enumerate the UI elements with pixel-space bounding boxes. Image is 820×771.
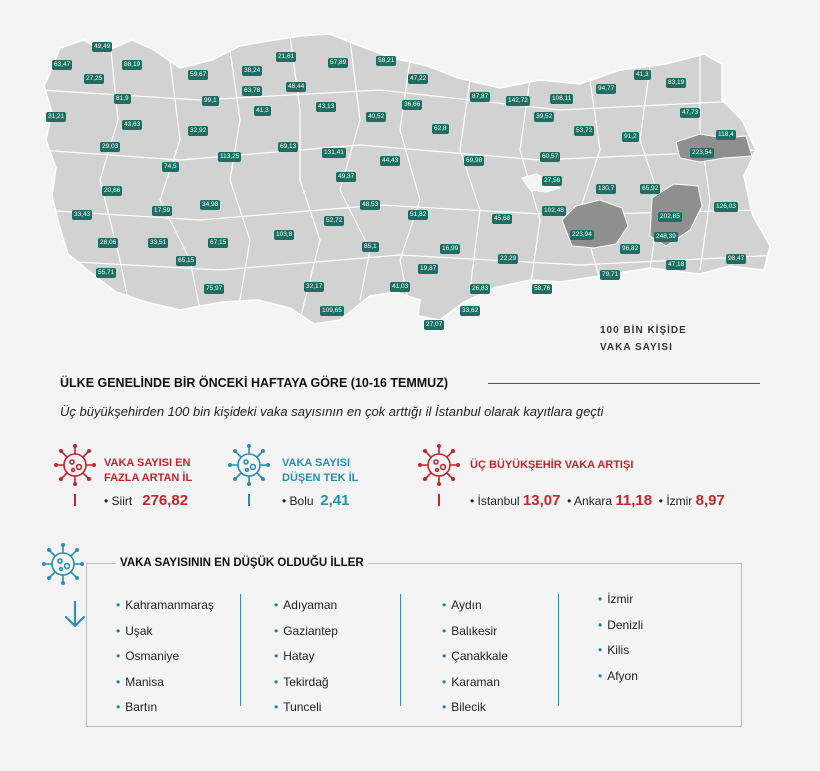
province-value-label: 26,83 bbox=[472, 285, 489, 292]
map-legend-caption bbox=[600, 322, 687, 356]
province-value-label: 28,06 bbox=[100, 239, 117, 246]
province-value-label: 79,71 bbox=[602, 271, 619, 278]
list-item: • Denizli bbox=[598, 613, 643, 639]
decrease-title-line-1: VAKA SAYISI bbox=[282, 457, 351, 469]
province-value-label: 44,43 bbox=[382, 157, 399, 164]
max-increase-title bbox=[104, 456, 192, 486]
list-item: • Bartın bbox=[116, 695, 214, 721]
province-value-label: 113,25 bbox=[220, 153, 240, 160]
province-value-label: 34,98 bbox=[202, 201, 219, 208]
province-value-label: 81,9 bbox=[116, 95, 129, 102]
province-value-label: 49,37 bbox=[338, 173, 355, 180]
province-value-label: 33,43 bbox=[74, 211, 91, 218]
province-value-label: 57,89 bbox=[330, 59, 347, 66]
lowest-column-3 bbox=[442, 593, 508, 721]
max-increase-province: Siirt bbox=[111, 494, 133, 508]
province-value-label: 118,4 bbox=[718, 131, 734, 138]
province-value-label: 85,1 bbox=[364, 243, 377, 250]
province-value-label: 32,92 bbox=[190, 127, 207, 134]
virus-icon-red-2 bbox=[416, 442, 462, 488]
province-value-label: 62,8 bbox=[434, 125, 447, 132]
province-value-label: 59,67 bbox=[190, 71, 207, 78]
province-value-label: 53,72 bbox=[576, 127, 593, 134]
max-increase-value: 276,82 bbox=[142, 492, 189, 509]
list-item: • Balıkesir bbox=[442, 619, 508, 645]
list-item: • Uşak bbox=[116, 619, 214, 645]
province-value-label: 47,22 bbox=[410, 75, 427, 82]
decrease-value-line: • Bolu 2,41 bbox=[282, 492, 350, 509]
red-tick-2 bbox=[438, 494, 440, 506]
province-value-label: 223,54 bbox=[692, 149, 712, 156]
province-value-label: 17,59 bbox=[154, 207, 171, 214]
decrease-title bbox=[282, 456, 358, 486]
province-value-label: 38,24 bbox=[244, 67, 261, 74]
list-item: • Tekirdağ bbox=[274, 670, 338, 696]
metro-3-name: İzmir bbox=[666, 494, 693, 508]
province-value-label: 248,39 bbox=[656, 233, 676, 240]
province-value-label: 47,73 bbox=[682, 109, 699, 116]
province-value-label: 83,19 bbox=[668, 79, 685, 86]
province-value-label: 19,87 bbox=[420, 265, 437, 272]
province-value-label: 87,87 bbox=[472, 93, 489, 100]
province-value-label: 202,85 bbox=[660, 213, 680, 220]
province-value-label: 58,76 bbox=[534, 285, 551, 292]
list-item: • Karaman bbox=[442, 670, 508, 696]
section-subtitle: Üç büyükşehirden 100 bin kişideki vaka sayısının en çok arttığı il İstanbul olarak kayıtlara geçti bbox=[60, 404, 604, 419]
lowest-provinces-title: VAKA SAYISININ EN DÜŞÜK OLDUĞU İLLER bbox=[116, 557, 368, 569]
province-value-label: 29,03 bbox=[102, 143, 119, 150]
province-value-label: 102,48 bbox=[544, 207, 564, 214]
province-value-label: 91,2 bbox=[624, 133, 637, 140]
list-item: • Afyon bbox=[598, 664, 643, 690]
lowest-column-4 bbox=[598, 587, 643, 689]
province-value-label: 22,29 bbox=[500, 255, 517, 262]
province-value-label: 43,63 bbox=[124, 121, 141, 128]
province-value-label: 65,92 bbox=[642, 185, 659, 192]
list-item: • Gaziantep bbox=[274, 619, 338, 645]
province-value-label: 67,15 bbox=[210, 239, 227, 246]
province-value-label: 40,52 bbox=[368, 113, 385, 120]
province-value-label: 69,98 bbox=[466, 157, 483, 164]
province-value-label: 27,07 bbox=[426, 321, 443, 328]
province-value-label: 96,82 bbox=[622, 245, 639, 252]
list-item: • Bilecik bbox=[442, 695, 508, 721]
metro-1-name: İstanbul bbox=[477, 494, 520, 508]
metro-3-value: 8,97 bbox=[695, 492, 725, 509]
list-item: • Manisa bbox=[116, 670, 214, 696]
province-value-label: 41,3 bbox=[636, 71, 649, 78]
list-item: • Tunceli bbox=[274, 695, 338, 721]
province-value-label: 131,41 bbox=[324, 149, 344, 156]
province-value-label: 39,52 bbox=[536, 113, 553, 120]
province-value-label: 36,66 bbox=[404, 101, 421, 108]
province-value-label: 142,72 bbox=[508, 97, 528, 104]
decrease-province: Bolu bbox=[289, 494, 314, 508]
province-value-label: 49,49 bbox=[94, 43, 111, 50]
list-item: • Kahramanmaraş bbox=[116, 593, 214, 619]
province-value-label: 88,19 bbox=[124, 61, 141, 68]
province-value-label: 41,03 bbox=[392, 283, 409, 290]
province-value-label: 27,56 bbox=[544, 177, 561, 184]
province-value-label: 48,44 bbox=[288, 83, 305, 90]
province-value-label: 33,62 bbox=[462, 307, 479, 314]
virus-icon-blue-2 bbox=[40, 541, 86, 587]
caption-line-1: 100 BİN KİŞİDE bbox=[600, 325, 687, 336]
metro-1-value: 13,07 bbox=[522, 492, 561, 509]
province-value-label: 33,51 bbox=[150, 239, 167, 246]
list-item: • Kilis bbox=[598, 638, 643, 664]
metros-title: ÜÇ BÜYÜKŞEHİR VAKA ARTIŞI bbox=[470, 459, 634, 471]
province-value-label: 223,94 bbox=[572, 231, 592, 238]
column-divider-1 bbox=[240, 594, 241, 706]
province-value-label: 55,71 bbox=[98, 269, 115, 276]
metros-values-line: • İstanbul 13,07 • Ankara 11,18 • İzmir 8,97 bbox=[470, 492, 725, 509]
column-divider-2 bbox=[400, 594, 401, 706]
lowest-column-1 bbox=[116, 593, 214, 721]
province-value-label: 98,47 bbox=[728, 255, 745, 262]
list-item: • Çanakkale bbox=[442, 644, 508, 670]
list-item: • Hatay bbox=[274, 644, 338, 670]
decrease-title-line-2: DÜŞEN TEK İL bbox=[282, 472, 359, 484]
province-value-label: 60,57 bbox=[542, 153, 559, 160]
virus-icon-blue-1 bbox=[226, 442, 272, 488]
province-value-label: 51,82 bbox=[410, 211, 427, 218]
province-value-label: 130,7 bbox=[598, 185, 615, 192]
province-value-label: 103,8 bbox=[276, 231, 293, 238]
province-value-label: 52,72 bbox=[326, 217, 343, 224]
province-value-label: 58,21 bbox=[378, 57, 395, 64]
metro-2-value: 11,18 bbox=[615, 492, 653, 509]
turkey-map bbox=[0, 0, 820, 340]
province-value-label: 31,21 bbox=[48, 113, 65, 120]
section-title: ÜLKE GENELİNDE BİR ÖNCEKİ HAFTAYA GÖRE (10-16 TEMMUZ) bbox=[60, 376, 449, 390]
metro-2-name: Ankara bbox=[574, 494, 613, 508]
province-value-label: 43,13 bbox=[318, 103, 335, 110]
province-value-label: 65,15 bbox=[178, 257, 195, 264]
list-item: • Aydın bbox=[442, 593, 508, 619]
province-value-label: 126,03 bbox=[716, 203, 736, 210]
province-value-label: 41,3 bbox=[256, 107, 269, 114]
province-value-label: 20,66 bbox=[104, 187, 121, 194]
list-item: • Osmaniye bbox=[116, 644, 214, 670]
red-tick-1 bbox=[74, 494, 76, 506]
province-value-label: 45,68 bbox=[494, 215, 511, 222]
province-value-label: 69,13 bbox=[280, 143, 297, 150]
column-divider-3 bbox=[558, 594, 559, 706]
province-value-label: 63,47 bbox=[54, 61, 71, 68]
province-value-label: 63,78 bbox=[244, 87, 261, 94]
arrow-down-icon bbox=[62, 600, 88, 630]
max-increase-title-line-1: VAKA SAYISI EN bbox=[104, 457, 191, 469]
province-value-label: 75,97 bbox=[206, 285, 223, 292]
province-value-label: 94,77 bbox=[598, 85, 615, 92]
lowest-column-2 bbox=[274, 593, 338, 721]
decrease-value: 2,41 bbox=[320, 492, 350, 509]
province-value-label: 109,65 bbox=[322, 307, 342, 314]
list-item: • Adıyaman bbox=[274, 593, 338, 619]
province-value-label: 108,11 bbox=[552, 95, 572, 102]
caption-line-2: VAKA SAYISI bbox=[600, 342, 673, 353]
province-value-label: 74,5 bbox=[164, 163, 177, 170]
province-value-label: 27,25 bbox=[86, 75, 103, 82]
list-item: • İzmir bbox=[598, 587, 643, 613]
province-value-label: 48,53 bbox=[362, 201, 379, 208]
blue-tick-1 bbox=[248, 494, 250, 506]
province-value-label: 16,99 bbox=[442, 245, 459, 252]
province-value-label: 47,18 bbox=[668, 261, 685, 268]
virus-icon-red-1 bbox=[52, 442, 98, 488]
province-value-label: 21,61 bbox=[278, 53, 295, 60]
max-increase-title-line-2: FAZLA ARTAN İL bbox=[104, 472, 193, 484]
title-rule bbox=[488, 383, 760, 384]
province-value-label: 99,1 bbox=[204, 97, 217, 104]
max-increase-value-line: • Siirt 276,82 bbox=[104, 492, 189, 509]
province-value-label: 32,17 bbox=[306, 283, 323, 290]
